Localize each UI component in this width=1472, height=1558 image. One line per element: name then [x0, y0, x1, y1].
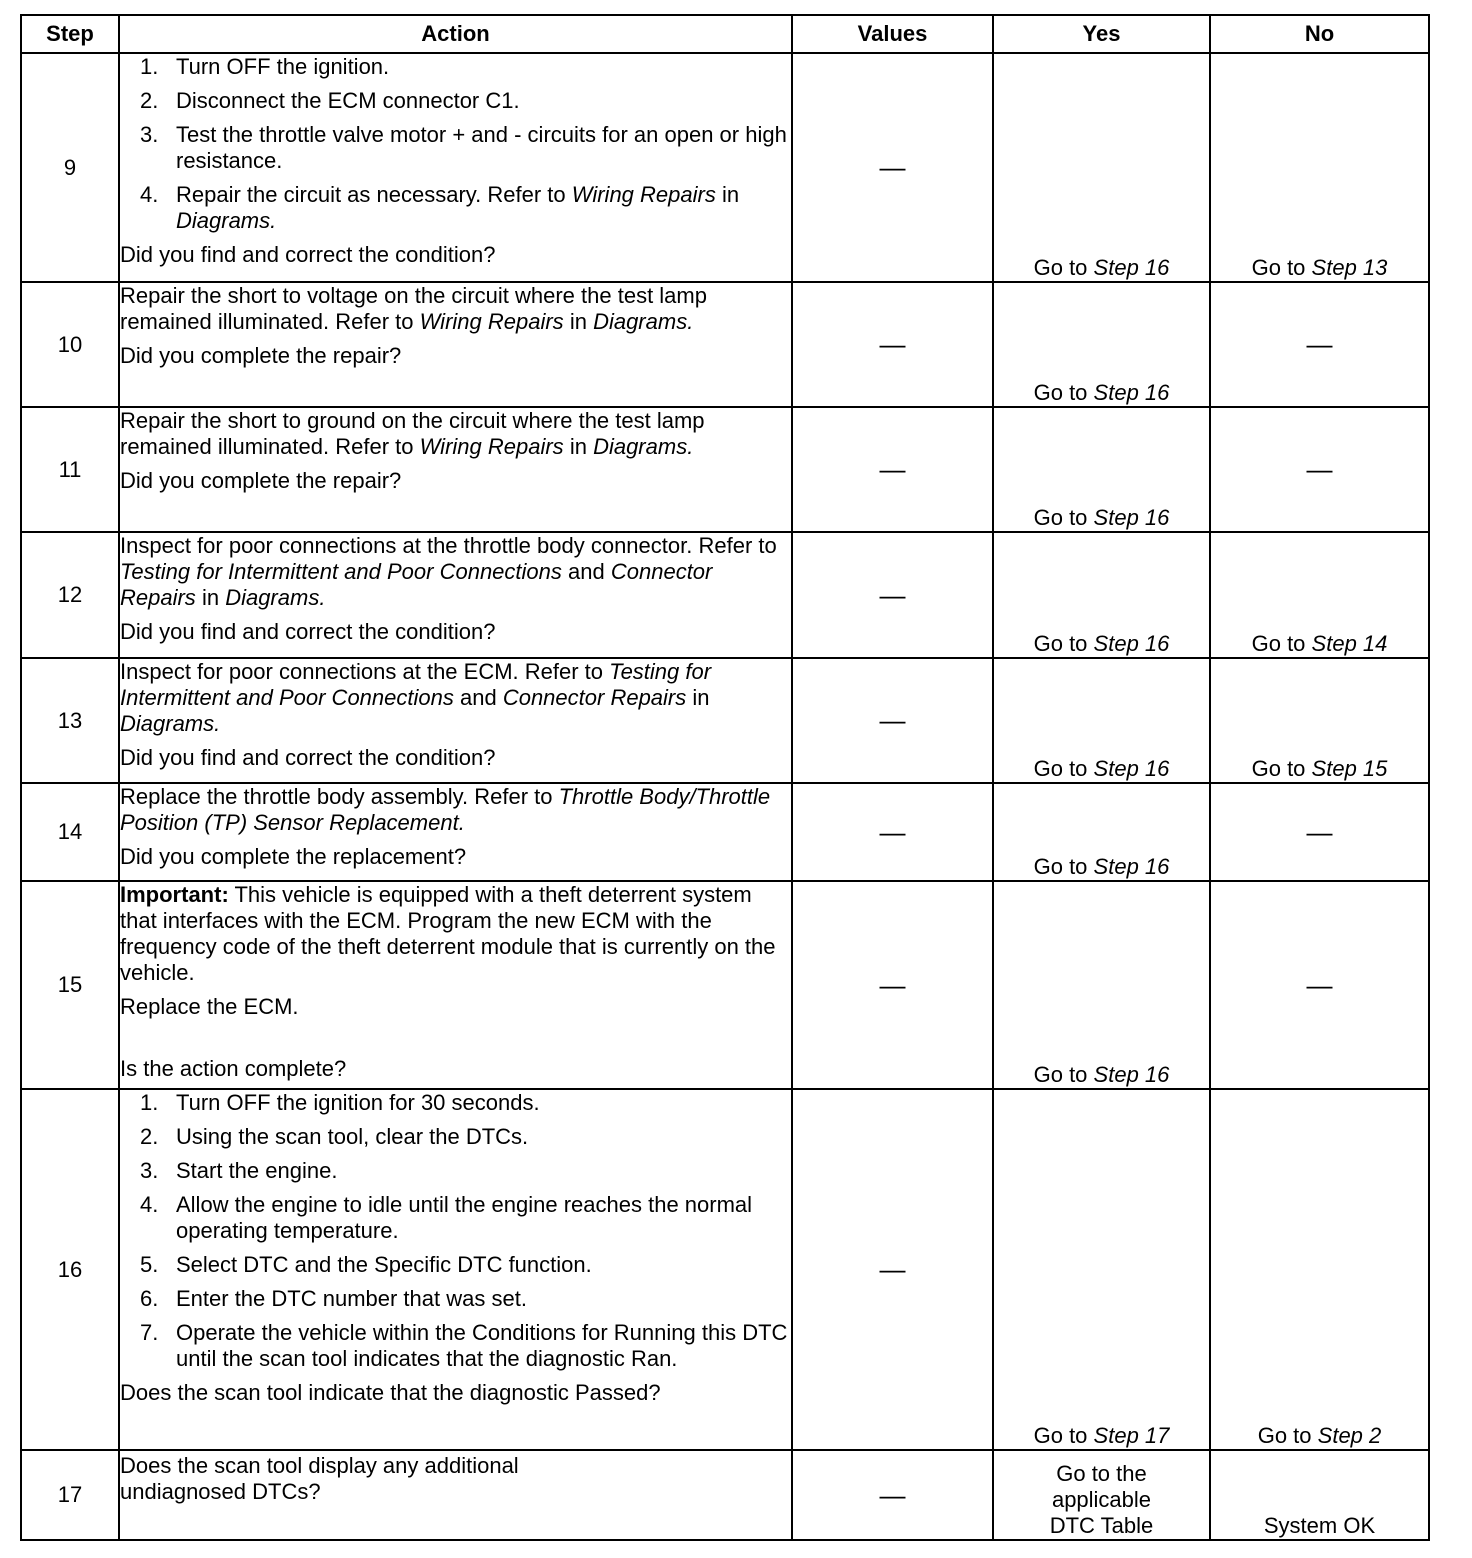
- header-row: [21, 15, 1429, 53]
- yes-cell: Go to Step 16: [993, 783, 1210, 881]
- action-cell: [119, 1089, 792, 1450]
- yes-cell: Go to Step 16: [993, 658, 1210, 783]
- values-cell: —: [792, 407, 993, 532]
- no-cell: —: [1210, 881, 1429, 1089]
- action-step: 2. Disconnect the ECM connector C1.: [140, 88, 520, 113]
- no-cell: System OK: [1210, 1450, 1429, 1540]
- yes-cell: Go to Step 17: [993, 1089, 1210, 1450]
- table-row: [21, 783, 1429, 881]
- action-step: 4. Allow the engine to idle until the engine reaches the normal operating temperature.: [140, 1192, 753, 1243]
- action-cell: [119, 53, 792, 282]
- question-text: Did you find and correct the condition?: [120, 619, 496, 644]
- action-step: 3. Start the engine.: [140, 1158, 338, 1183]
- reference-link-text: Diagrams.: [176, 208, 277, 233]
- action-step: 6. Enter the DTC number that was set.: [140, 1286, 527, 1311]
- action-step: 2. Using the scan tool, clear the DTCs.: [140, 1124, 529, 1149]
- values-cell: —: [792, 881, 993, 1089]
- no-cell: —: [1210, 783, 1429, 881]
- no-cell: —: [1210, 282, 1429, 407]
- action-steps: [120, 54, 791, 234]
- yes-step-ref: Step 17: [1093, 1423, 1170, 1448]
- table-row: [21, 407, 1429, 532]
- step-number: 10: [21, 282, 119, 407]
- no-cell: Go to Step 2: [1210, 1089, 1429, 1450]
- action-cell: [119, 532, 792, 658]
- action-step: 3. Test the throttle valve motor + and - circuits for an open or high resistance.: [140, 122, 787, 173]
- values-cell: —: [792, 1089, 993, 1450]
- question-text: Did you find and correct the condition?: [120, 242, 496, 267]
- step-number: 12: [21, 532, 119, 658]
- reference-link-text: Wiring Repairs: [571, 182, 716, 207]
- action-cell: [119, 282, 792, 407]
- action-cell: [119, 881, 792, 1089]
- table-row: [21, 658, 1429, 783]
- no-cell: Go to Step 14: [1210, 532, 1429, 658]
- action-paragraph: Inspect for poor connections at the ECM. Refer to Testing for Intermittent and Poor Connections and Connector Repairs in Diagrams.: [120, 659, 712, 736]
- step-number: 17: [21, 1450, 119, 1540]
- question-text: Does the scan tool display any additional undiagnosed DTCs?: [120, 1453, 519, 1504]
- action-step: 5. Select DTC and the Specific DTC function.: [140, 1252, 592, 1277]
- yes-step-ref: Step 16: [1093, 380, 1170, 405]
- action-cell: [119, 1450, 792, 1540]
- yes-step-ref: Step 16: [1093, 854, 1170, 879]
- yes-cell: Go to Step 16: [993, 407, 1210, 532]
- step-number: 11: [21, 407, 119, 532]
- yes-step-ref: Step 16: [1093, 255, 1170, 280]
- header-yes: Yes: [993, 15, 1210, 53]
- action-step: 4. Repair the circuit as necessary. Refer to Wiring Repairs in Diagrams.: [140, 182, 740, 233]
- question-text: Did you complete the replacement?: [120, 844, 467, 869]
- important-label: Important:: [120, 882, 229, 907]
- header-step: Step: [21, 15, 119, 53]
- values-cell: —: [792, 53, 993, 282]
- yes-cell: Go to Step 16: [993, 282, 1210, 407]
- yes-cell: Go to Step 16: [993, 532, 1210, 658]
- step-number: 15: [21, 881, 119, 1089]
- table-row: [21, 53, 1429, 282]
- action-cell: [119, 407, 792, 532]
- action-cell: [119, 658, 792, 783]
- step-number: 16: [21, 1089, 119, 1450]
- header-action: Action: [119, 15, 792, 53]
- table-row: [21, 1089, 1429, 1450]
- action-steps: [120, 1090, 791, 1372]
- values-cell: —: [792, 783, 993, 881]
- action-paragraph: Repair the short to ground on the circuit where the test lamp remained illuminated. Refer to Wiring Repairs in Diagrams.: [120, 408, 705, 459]
- yes-step-ref: Step 16: [1093, 756, 1170, 781]
- values-cell: —: [792, 658, 993, 783]
- yes-step-ref: Step 16: [1093, 505, 1170, 530]
- no-step-ref: Step 2: [1317, 1423, 1382, 1448]
- yes-step-ref: Step 16: [1093, 631, 1170, 656]
- action-paragraph: Inspect for poor connections at the throttle body connector. Refer to Testing for Intermittent and Poor Connections and Connector Repairs in Diagrams.: [120, 533, 777, 610]
- values-cell: —: [792, 282, 993, 407]
- action-step: 1. Turn OFF the ignition.: [140, 54, 390, 79]
- step-number: 14: [21, 783, 119, 881]
- values-cell: —: [792, 1450, 993, 1540]
- table-row: [21, 532, 1429, 658]
- step-number: 9: [21, 53, 119, 282]
- question-text: Does the scan tool indicate that the diagnostic Passed?: [120, 1380, 661, 1405]
- header-no: No: [1210, 15, 1429, 53]
- no-step-ref: Step 13: [1311, 255, 1388, 280]
- yes-cell: Go to Step 16: [993, 881, 1210, 1089]
- action-paragraph: Repair the short to voltage on the circuit where the test lamp remained illuminated. Refer to Wiring Repairs in Diagrams.: [120, 283, 707, 334]
- no-cell: Go to Step 13: [1210, 53, 1429, 282]
- question-text: Did you find and correct the condition?: [120, 745, 496, 770]
- action-instruction: Replace the ECM.: [120, 994, 299, 1019]
- action-step: 1. Turn OFF the ignition for 30 seconds.: [140, 1090, 540, 1115]
- no-cell: Go to Step 15: [1210, 658, 1429, 783]
- step-number: 13: [21, 658, 119, 783]
- no-step-ref: Step 15: [1311, 756, 1388, 781]
- action-paragraph: Replace the throttle body assembly. Refer to Throttle Body/Throttle Position (TP) Sensor Replacement.: [120, 784, 771, 835]
- question-text: Did you complete the repair?: [120, 468, 402, 493]
- no-cell: —: [1210, 407, 1429, 532]
- yes-cell: Go to Step 16: [993, 53, 1210, 282]
- header-values: Values: [792, 15, 993, 53]
- table-row: [21, 881, 1429, 1089]
- yes-cell: Go to the applicable DTC Table: [993, 1450, 1210, 1540]
- table-row: [21, 282, 1429, 407]
- table-row: [21, 1450, 1429, 1540]
- values-cell: —: [792, 532, 993, 658]
- important-note: Important: This vehicle is equipped with a theft deterrent system that interfaces with the ECM. Program the new ECM with the frequency code of the theft deterrent module that is currently on the vehicle.: [120, 882, 776, 985]
- action-step: 7. Operate the vehicle within the Conditions for Running this DTC until the scan tool indicates that the diagnostic Ran.: [140, 1320, 788, 1371]
- action-cell: [119, 783, 792, 881]
- question-text: Is the action complete?: [120, 1056, 347, 1081]
- no-step-ref: Step 14: [1311, 631, 1388, 656]
- diagnostic-table: [20, 14, 1430, 1541]
- question-text: Did you complete the repair?: [120, 343, 402, 368]
- yes-step-ref: Step 16: [1093, 1062, 1170, 1087]
